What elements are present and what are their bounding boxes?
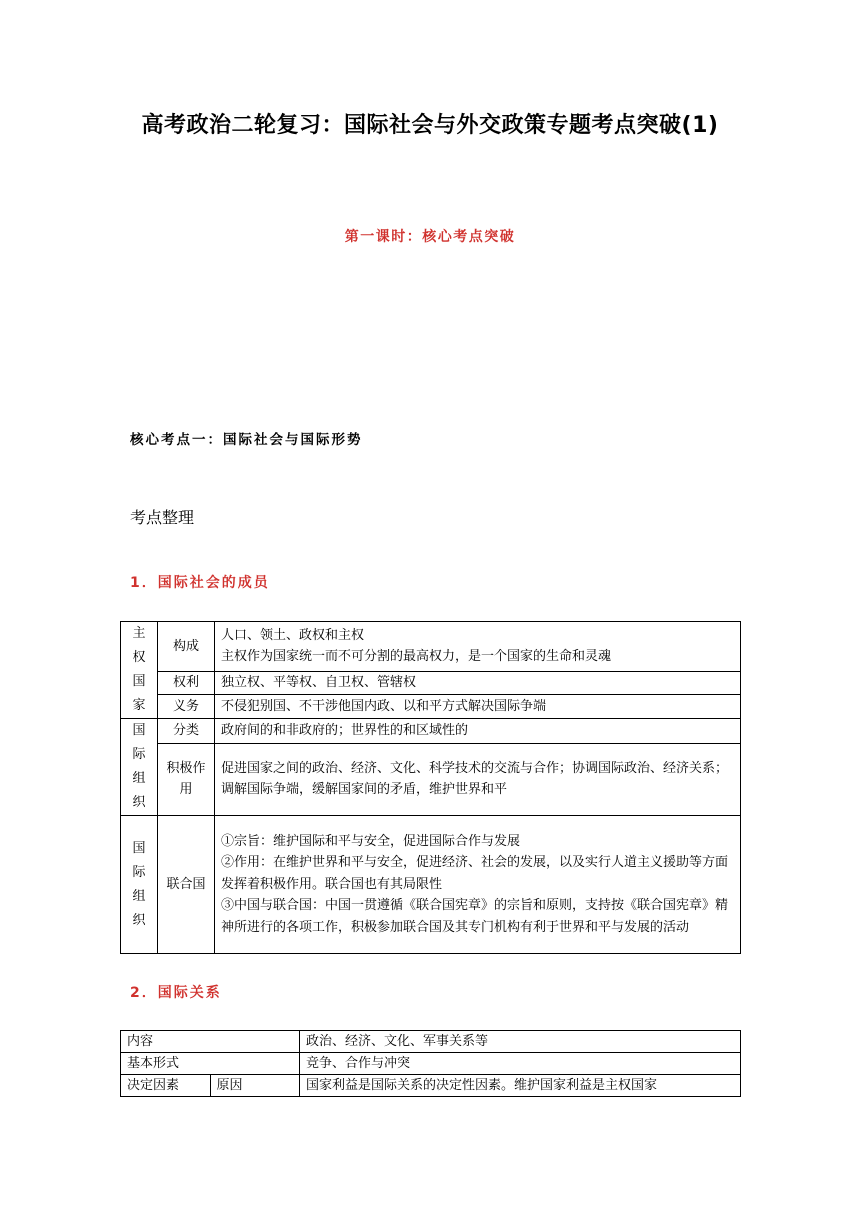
un-value: ①宗旨：维护国际和平与安全，促进国际合作与发展 ②作用：在维护世界和平与安全，促进经济、社会的发展，以及实行人道主义援助等方面发挥着积极作用。联合国也有其局限性 ③中国与联合国：中国一贯遵循《联合国宪章》的宗旨和原则，支持按《联合国宪章》精神所进行的各项工作，积极参加联合国及其专门机构有利于世界和平与发展的活动: [215, 816, 741, 954]
duties-value: 不侵犯别国、不干涉他国内政、以和平方式解决国际争端: [215, 695, 741, 719]
factor-label: 决定因素: [121, 1075, 211, 1097]
duties-label: 义务: [158, 695, 215, 719]
intl-members-table: [120, 621, 741, 954]
positive-role-value: 促进国家之间的政治、经济、文化、科学技术的交流与合作；协调国际政治、经济关系；调解国际争端，缓解国家间的矛盾，维护世界和平: [215, 743, 741, 815]
form-label: 基本形式: [121, 1053, 300, 1075]
sovereign-state-cell: 主权国家: [121, 622, 158, 719]
core-point-heading: 核心考点一：国际社会与国际形势: [130, 432, 363, 448]
class-value: 政府间的和非政府的；世界性的和区域性的: [215, 719, 741, 744]
intl-relations-table: [120, 1030, 741, 1097]
section-heading-members: 1．国际社会的成员: [130, 575, 270, 591]
reason-value: 国家利益是国际关系的决定性因素。维护国家利益是主权国家: [300, 1075, 741, 1097]
section-heading-relations: 2．国际关系: [130, 985, 222, 1001]
sort-heading: 考点整理: [130, 508, 195, 527]
form-value: 竞争、合作与冲突: [300, 1053, 741, 1075]
content-label: 内容: [121, 1031, 300, 1053]
rights-label: 权利: [158, 671, 215, 695]
class-label: 分类: [158, 719, 215, 744]
reason-label: 原因: [210, 1075, 300, 1097]
composition-label: 构成: [158, 622, 215, 672]
rights-value: 独立权、平等权、自卫权、管辖权: [215, 671, 741, 695]
positive-role-label: 积极作用: [158, 743, 215, 815]
document-title: 高考政治二轮复习：国际社会与外交政策专题考点突破(1): [141, 113, 719, 138]
intl-org-cell-2: 国际组织: [121, 816, 158, 954]
un-label: 联合国: [158, 816, 215, 954]
content-value: 政治、经济、文化、军事关系等: [300, 1031, 741, 1053]
composition-value: 人口、领土、政权和主权 主权作为国家统一而不可分割的最高权力，是一个国家的生命和灵魂: [215, 622, 741, 672]
lesson-subtitle: 第一课时：核心考点突破: [344, 229, 516, 245]
intl-org-cell: 国际组织: [121, 719, 158, 816]
